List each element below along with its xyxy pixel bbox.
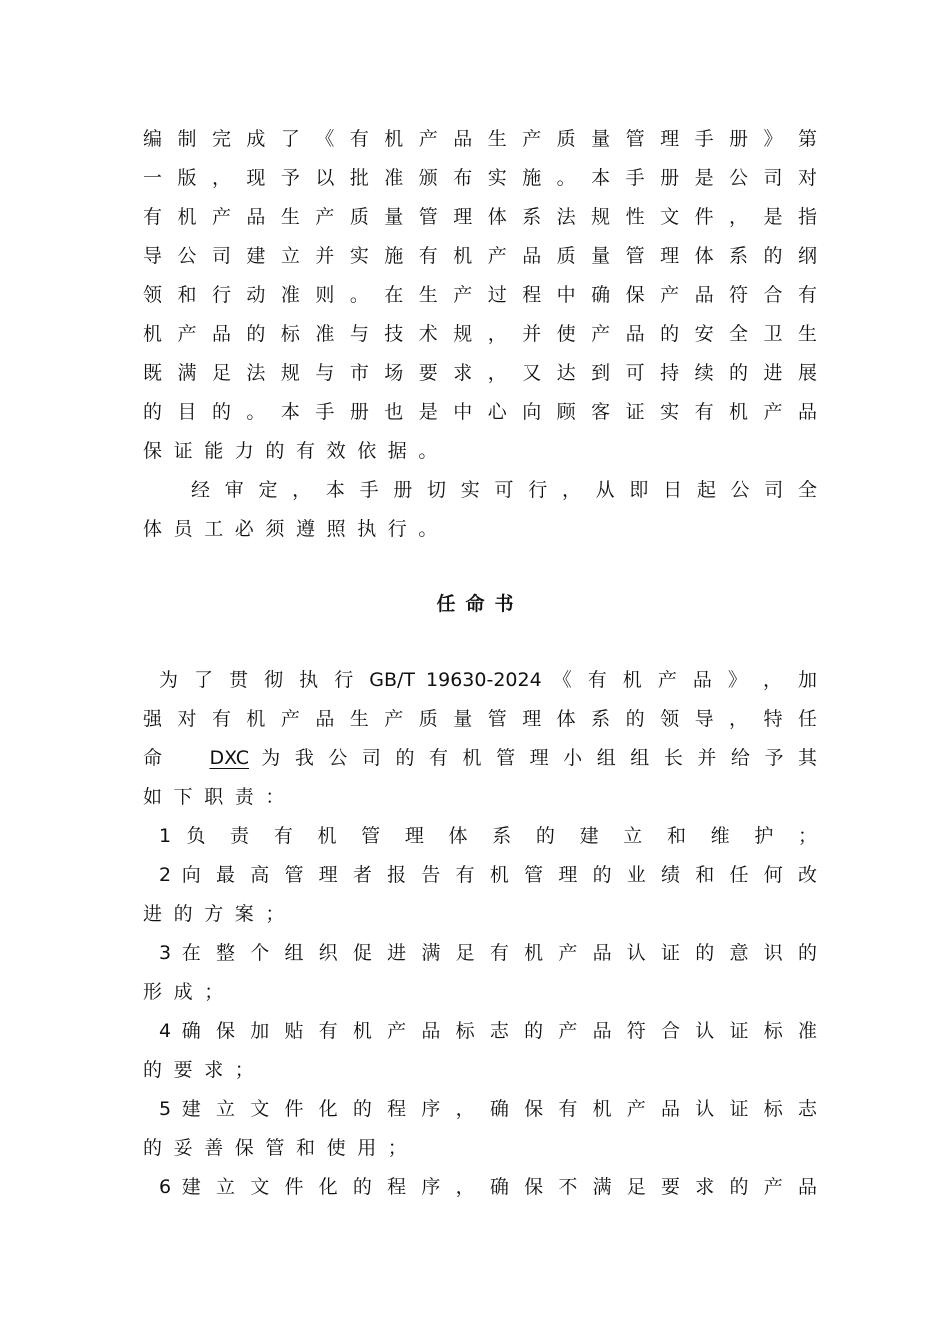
text-line-with-name xyxy=(143,739,817,778)
text-fragment: 命 xyxy=(143,747,167,769)
document-page xyxy=(143,120,817,1207)
text-line: 的 目 的 。 本 手 册 也 是 中 心 向 顾 客 证 实 有 机 产 品 xyxy=(143,401,817,423)
approval-paragraph xyxy=(143,471,817,549)
duty-item: 1 负 责 有 机 管 理 体 系 的 建 立 和 维 护 ； xyxy=(159,825,817,847)
text-line: 经 审 定 ， 本 手 册 切 实 可 行 ， 从 即 日 起 公 司 全 xyxy=(191,479,817,501)
text-line: 导 公 司 建 立 并 实 施 有 机 产 品 质 量 管 理 体 系 的 纲 xyxy=(143,245,817,267)
text-fragment: 为 我 公 司 的 有 机 管 理 小 组 组 长 并 给 予 其 xyxy=(261,747,817,769)
appointee-name: DXC xyxy=(209,747,249,769)
text-line: 有 机 产 品 生 产 质 量 管 理 体 系 法 规 性 文 件 ， 是 指 xyxy=(143,206,817,228)
duty-item: 2 向 最 高 管 理 者 报 告 有 机 管 理 的 业 绩 和 任 何 改 xyxy=(159,864,817,886)
text-line: 机 产 品 的 标 准 与 技 术 规 ， 并 使 产 品 的 安 全 卫 生 xyxy=(143,323,817,345)
text-line: 编 制 完 成 了 《 有 机 产 品 生 产 质 量 管 理 手 册 》 第 xyxy=(143,128,817,150)
text-line: 体员工必须遵照执行。 xyxy=(143,518,450,540)
duty-item-continuation: 的要求； xyxy=(143,1059,266,1081)
duty-item: 3 在 整 个 组 织 促 进 满 足 有 机 产 品 认 证 的 意 识 的 xyxy=(159,942,817,964)
text-line: 如下职责： xyxy=(143,786,297,808)
text-line: 为 了 贯 彻 执 行 GB/T 19630-2024 《 有 机 产 品 》 ， 加 xyxy=(159,669,817,691)
text-line: 既 满 足 法 规 与 市 场 要 求 ， 又 达 到 可 持 续 的 进 展 xyxy=(143,362,817,384)
duty-item: 6 建 立 文 件 化 的 程 序 ， 确 保 不 满 足 要 求 的 产 品 xyxy=(159,1176,817,1198)
duty-item: 5 建 立 文 件 化 的 程 序 ， 确 保 有 机 产 品 认 证 标 志 xyxy=(159,1098,817,1120)
appointment-paragraph xyxy=(143,661,817,817)
text-line: 领 和 行 动 准 则 。 在 生 产 过 程 中 确 保 产 品 符 合 有 xyxy=(143,284,817,306)
duty-item-continuation: 的妥善保管和使用； xyxy=(143,1137,419,1159)
intro-paragraph xyxy=(143,120,817,471)
duties-list xyxy=(143,817,817,1207)
duty-item-continuation: 进的方案； xyxy=(143,903,297,925)
duty-item: 4 确 保 加 贴 有 机 产 品 标 志 的 产 品 符 合 认 证 标 准 xyxy=(159,1020,817,1042)
text-line: 保证能力的有效依据。 xyxy=(143,440,450,462)
text-line: 一 版 ， 现 予 以 批 准 颁 布 实 施 。 本 手 册 是 公 司 对 xyxy=(143,167,817,189)
text-line: 强 对 有 机 产 品 生 产 质 量 管 理 体 系 的 领 导 ， 特 任 xyxy=(143,708,817,730)
duty-item-continuation: 形成； xyxy=(143,981,235,1003)
section-title: 任命书 xyxy=(436,593,524,615)
